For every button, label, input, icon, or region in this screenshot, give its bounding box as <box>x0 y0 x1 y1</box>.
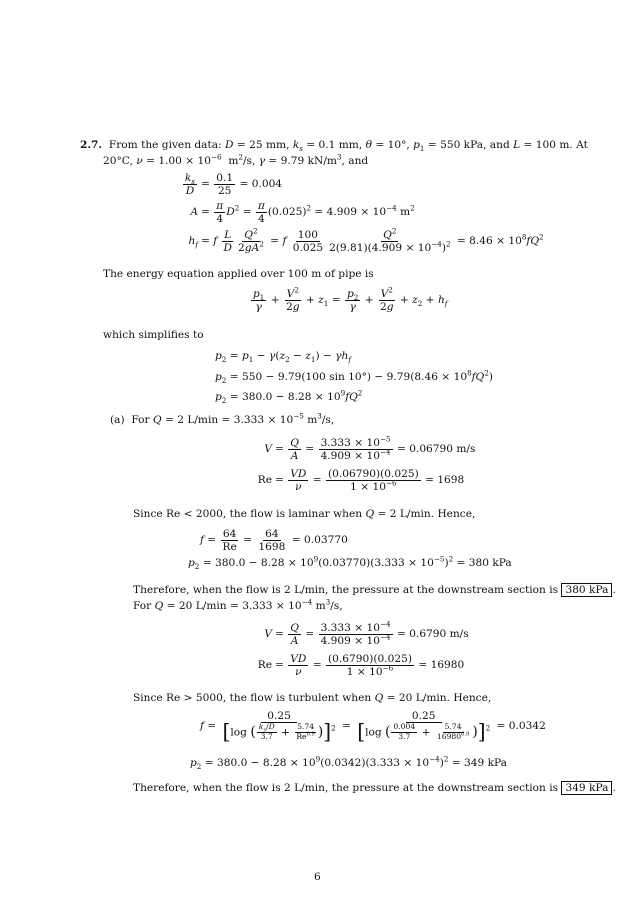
equation-part-a-p2: $p_2 = 380.0 - 8.28 \times 10^9(0.03770)(3.333 \times 10^{-5})^2 = 380$ kPa <box>188 554 512 572</box>
part-b-conclusion-text: Therefore, when the flow is 2 L/min, the pressure at the downstream section is <box>133 782 559 794</box>
energy-intro: The energy equation applied over 100 m of pipe is <box>103 268 374 280</box>
part-a-intro: (a) For Q = 2 $L/\min = 3.333 \times 10^{-5}$ $m^3/s$, <box>110 411 335 426</box>
part-a-answer: 380 kPa <box>561 583 612 597</box>
problem-intro-line1: 2.7. From the given data: D = 25 mm, $k_s = 0.1$ mm, θ = 10°, $p_1 = 550$ kPa, and L = 100 m. At <box>80 139 588 154</box>
equation-part-a-friction: f = $\frac{64}{Re}$ = $\frac{64}{1698}$ = 0.03770 <box>200 528 348 554</box>
equation-area: A = $\frac{\pi}{4}$ $D^2$ = $\frac{\pi}{4}$ $(0.025)^2 = 4.909 \times 10^{-4}$ $m^2$ <box>190 200 415 226</box>
page-number: 6 <box>314 871 321 883</box>
problem-number: 2.7. <box>80 139 103 151</box>
part-a-laminar-text: Since Re < 2000, the flow is laminar when Q = 2 L/min. Hence, <box>133 508 476 520</box>
equation-part-a-reynolds: Re = $\frac{VD}{\nu}$ = $\frac{(0.06790)(0.025)}{1 \times 10^{-6}}$ = 1698 <box>257 468 465 494</box>
equation-energy: $\frac{p_1}{\gamma}$ + $\frac{V^2}{2g}$ + $z_1$ = $\frac{p_2}{\gamma}$ + $\frac{V^2}{2g}$ + $z_2 + h_f$ <box>253 285 448 314</box>
part-a-conclusion: Therefore, when the flow is 2 L/min, the pressure at the downstream section is 380 kPa . <box>133 584 616 596</box>
equation-p2-a: $p_2 = p_1 - \gamma(z_2 - z_1) - \gamma h_f$ <box>215 350 352 365</box>
equation-part-b-p2: $p_2 = 380.0 - 8.28 \times 10^9(0.0342)(3.333 \times 10^{-4})^2 = 349$ kPa <box>190 754 507 772</box>
equation-part-a-velocity: V = $\frac{Q}{A}$ = $\frac{3.333 \times 10^{-5}}{4.909 \times 10^{-4}}$ = 0.06790 m/s <box>264 434 476 463</box>
part-b-answer: 349 kPa <box>561 781 612 795</box>
equation-p2-c: $p_2 = 380.0 - 8.28 \times 10^9fQ^2$ <box>215 388 363 406</box>
equation-hf: $h_f$ = f $\frac{L}{D}$ $\frac{Q^2}{2gA^2}$ = f $\frac{100}{0.025}$ $\frac{Q^2}{2(9.81)(4.909 \times 10^{-4})^2}$ = $8.46 \times 10^8fQ^2$ <box>188 226 544 255</box>
equation-p2-b: $p_2 = 550 - 9.79(100$ $\sin 10^\circ) - 9.79(8.46 \times 10^8fQ^2)$ <box>215 368 493 386</box>
part-a-conclusion-text: Therefore, when the flow is 2 L/min, the pressure at the downstream section is <box>133 584 559 596</box>
part-b-conclusion: Therefore, when the flow is 2 L/min, the pressure at the downstream section is 349 kPa . <box>133 782 616 794</box>
simplifies-text: which simplifies to <box>103 329 204 341</box>
problem-intro-line2: 20°C, $\nu = 1.00 \times 10^{-6}$ $m^2/s$, γ = 9.79 $kN/m^3$, and <box>103 152 369 167</box>
equation-part-b-velocity: V = $\frac{Q}{A}$ = $\frac{3.333 \times 10^{-4}}{4.909 \times 10^{-4}}$ = 0.6790 m/s <box>264 619 469 648</box>
equation-part-b-reynolds: Re = $\frac{VD}{\nu}$ = $\frac{(0.6790)(0.025)}{1 \times 10^{-6}}$ = 16980 <box>257 653 465 679</box>
part-b-turbulent-text: Since Re > 5000, the flow is turbulent when Q = 20 L/min. Hence, <box>133 692 492 704</box>
part-a-label: (a) <box>110 414 125 426</box>
equation-ks-over-d: $\frac{k_s}{D}$ = $\frac{0.1}{25}$ = 0.004 <box>184 172 283 198</box>
part-b-intro: For Q = 20 $L/\min = 3.333 \times 10^{-4}$ $m^3/s$, <box>133 597 343 612</box>
equation-part-b-friction: f = 0.25 [log ( $\frac{k_s/D}{3.7}$ + $\frac{5.74}{Re^{0.9}}$ )]$^2$ = 0.25 [log ( $\frac{0.004}{3.7}$ + $\frac{5.74}{16980^{0.9}}$ )]$^2$ = 0.0342 <box>200 710 546 745</box>
